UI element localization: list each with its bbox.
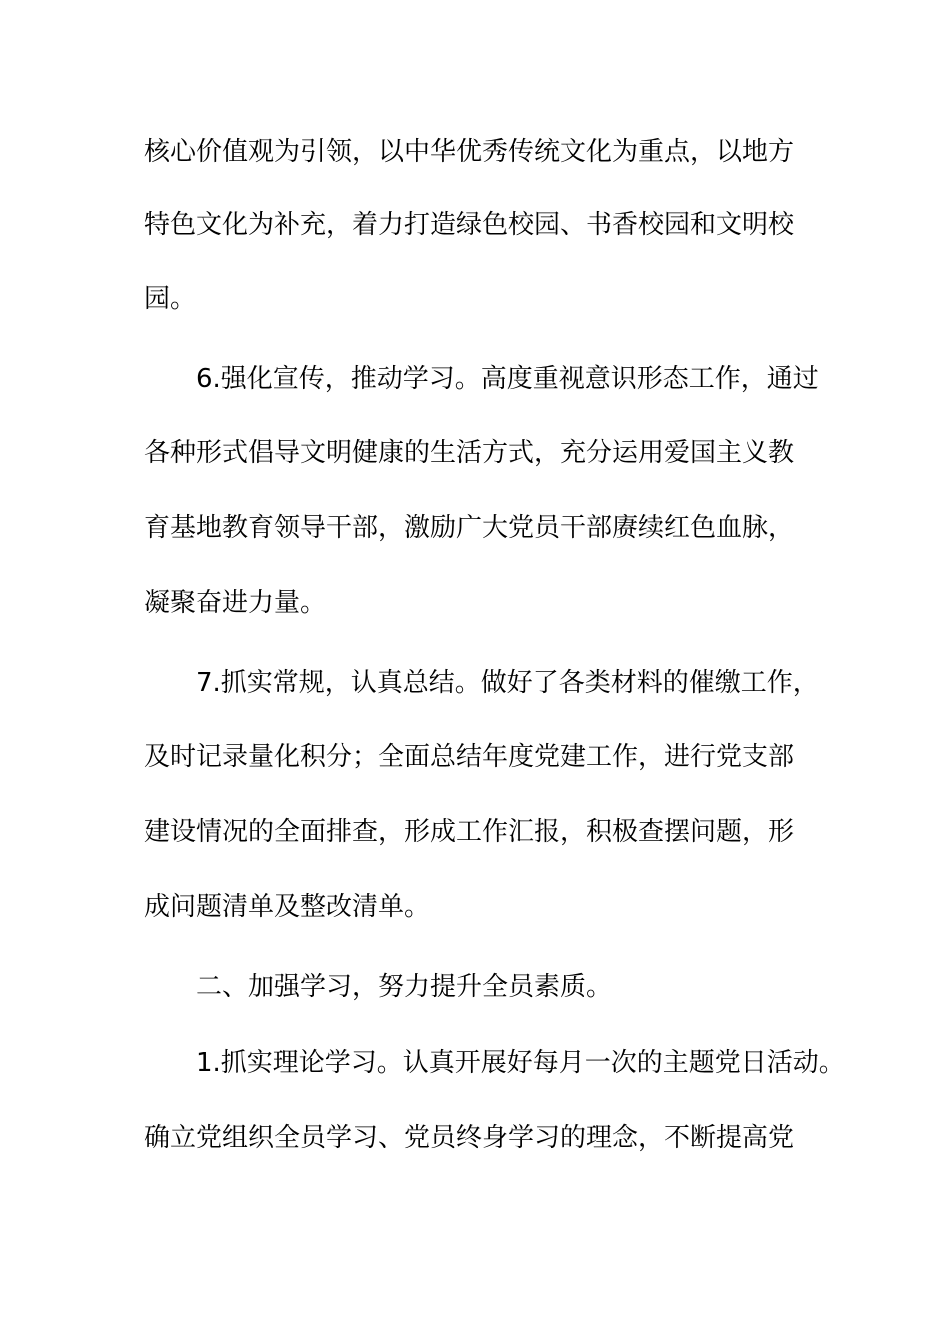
paragraph-first-line: 7.抓实常规，认真总结。做好了各类材料的催缴工作，: [196, 668, 819, 698]
paragraph-first-line: 6.强化宣传，推动学习。高度重视意识形态工作，通过: [196, 364, 819, 394]
body-text-line: 建设情况的全面排查，形成工作汇报，积极查摆问题，形: [144, 817, 795, 847]
body-text-line: 成问题清单及整改清单。: [144, 892, 431, 922]
body-text-line: 园。: [144, 284, 197, 314]
body-text-line: 核心价值观为引领，以中华优秀传统文化为重点，以地方: [144, 137, 795, 167]
section-heading: 二、加强学习，努力提升全员素质。: [196, 972, 613, 1002]
body-text-line: 特色文化为补充，着力打造绿色校园、书香校园和文明校: [144, 210, 795, 240]
body-text-line: 各种形式倡导文明健康的生活方式，充分运用爱国主义教: [144, 438, 795, 468]
body-text-line: 凝聚奋进力量。: [144, 588, 327, 618]
body-text-line: 育基地教育领导干部，激励广大党员干部赓续红色血脉，: [144, 513, 795, 543]
body-text-line: 确立党组织全员学习、党员终身学习的理念，不断提高党: [144, 1123, 795, 1153]
paragraph-first-line: 1.抓实理论学习。认真开展好每月一次的主题党日活动。: [196, 1048, 845, 1078]
body-text-line: 及时记录量化积分；全面总结年度党建工作，进行党支部: [144, 742, 795, 772]
